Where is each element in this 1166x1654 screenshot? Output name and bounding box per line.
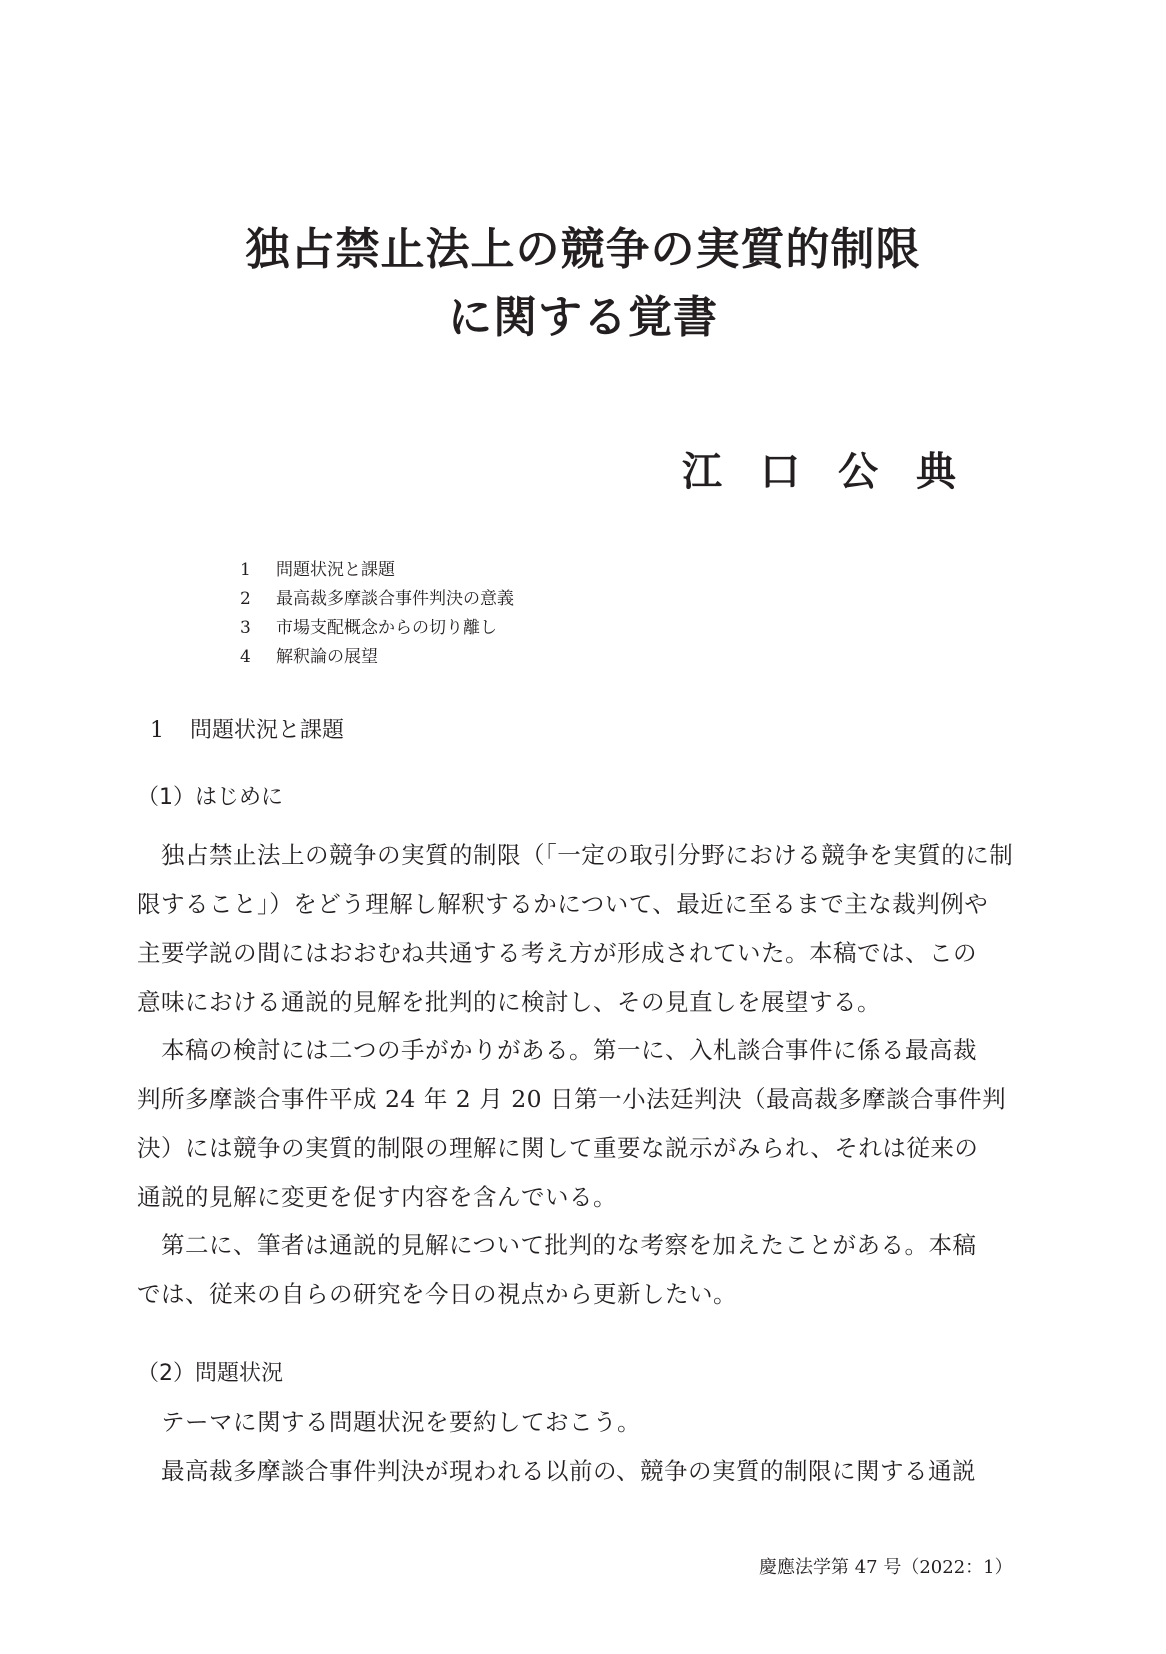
subsection-heading: （2）問題状況 <box>137 1361 283 1386</box>
section-number: 1 <box>150 718 164 743</box>
toc-item-number: 1 <box>240 560 251 580</box>
paragraph-line: 通説的見解に変更を促す内容を含んでいる。 <box>137 1183 617 1211</box>
paragraph-line: では、従来の自らの研究を今日の視点から更新したい。 <box>137 1280 737 1308</box>
section-title: 問題状況と課題 <box>190 718 345 743</box>
subsection-heading: （1）はじめに <box>137 785 283 810</box>
page-title-line-2: に関する覚書 <box>448 292 718 343</box>
paragraph-line: テーマに関する問題状況を要約しておこう。 <box>137 1408 641 1436</box>
paragraph <box>137 831 1017 1027</box>
toc-item-number: 2 <box>240 589 251 609</box>
paragraph-line: 意味における通説的見解を批判的に検討し、その見直しを展望する。 <box>137 988 881 1016</box>
author-name: 江口公典 <box>682 448 994 495</box>
toc-item-label: 解釈論の展望 <box>276 647 378 667</box>
toc-item-number: 3 <box>240 618 251 638</box>
paragraph-line: 限すること」）をどう理解し解釈するかについて、最近に至るまで主な裁判例や <box>137 890 989 918</box>
journal-footer: 慶應法学第 47 号（2022：1） <box>759 1557 1013 1578</box>
paragraph-line: 最高裁多摩談合事件判決が現われる以前の、競争の実質的制限に関する通説 <box>137 1457 977 1485</box>
toc-item <box>240 643 514 672</box>
toc-item-label: 市場支配概念からの切り離し <box>276 618 497 638</box>
toc-item <box>240 585 514 614</box>
paragraph <box>137 1026 1017 1222</box>
paragraph-line: 主要学説の間にはおおむね共通する考え方が形成されていた。本稿では、この <box>137 939 977 967</box>
paragraph-line: 第二に、筆者は通説的見解について批判的な考察を加えたことがある。本稿 <box>137 1231 977 1259</box>
toc-item-label: 問題状況と課題 <box>276 560 395 580</box>
paragraph-line: 独占禁止法上の競争の実質的制限（「一定の取引分野における競争を実質的に制 <box>137 841 1014 869</box>
table-of-contents <box>240 556 514 672</box>
toc-item <box>240 614 514 643</box>
toc-item-number: 4 <box>240 647 251 667</box>
paragraph-line: 本稿の検討には二つの手がかりがある。第一に、入札談合事件に係る最高裁 <box>137 1036 977 1064</box>
paragraph <box>137 1221 1017 1319</box>
toc-item <box>240 556 514 585</box>
paragraph-line: 決）には競争の実質的制限の理解に関して重要な説示がみられ、それは従来の <box>137 1134 979 1162</box>
paragraph-line: 判所多摩談合事件平成 24 年 2 月 20 日第一小法廷判決（最高裁多摩談合事件判 <box>137 1085 1007 1113</box>
page-title-line-1: 独占禁止法上の競争の実質的制限 <box>245 224 921 275</box>
toc-item-label: 最高裁多摩談合事件判決の意義 <box>276 589 514 609</box>
section-heading <box>150 720 344 742</box>
paragraph <box>137 1398 1017 1496</box>
